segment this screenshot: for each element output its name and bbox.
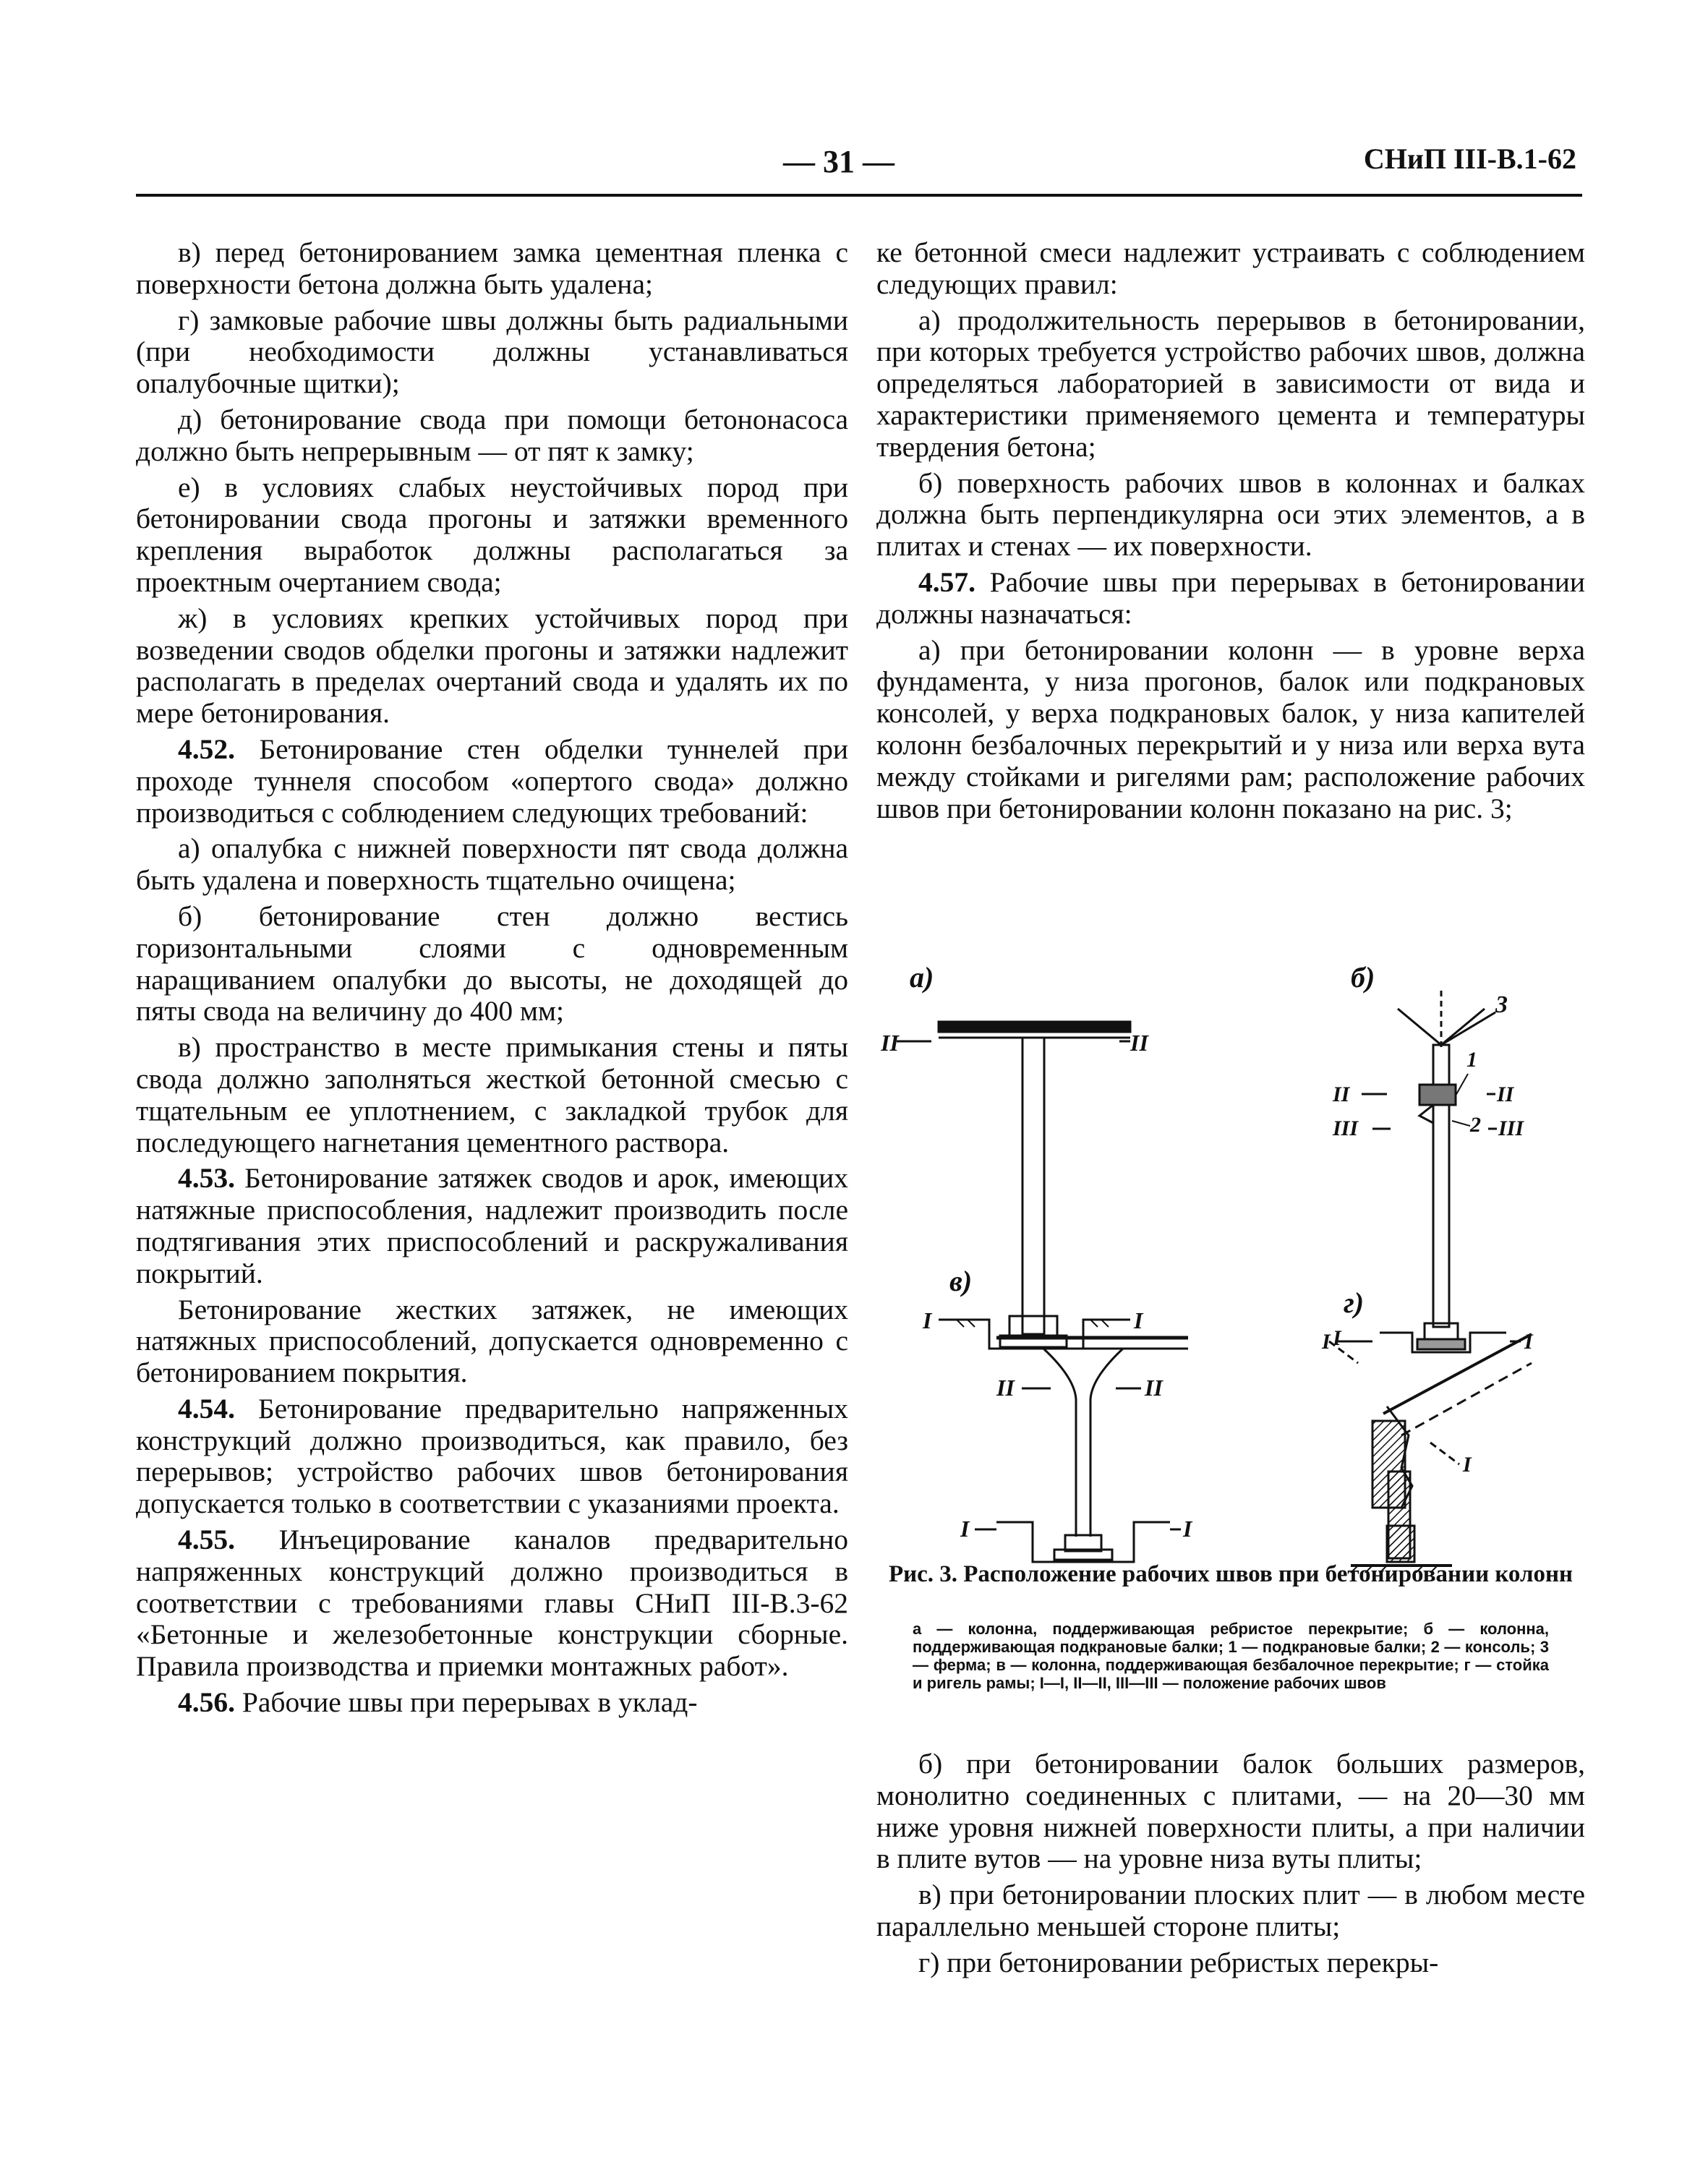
- section-label: II: [1130, 1030, 1148, 1056]
- clause-4-54: [136, 1393, 848, 1520]
- section-label: III: [1333, 1116, 1359, 1140]
- clause-text: Бетонирование предварительно напряженных конструкций должно производиться, как правило, без перерывов; устройство рабочих швов бетонирования допускается только в соответствии с указаниями проекта.: [136, 1392, 848, 1520]
- label-v: в): [949, 1265, 973, 1297]
- clause-text: Рабочие швы при перерывах в уклад-: [235, 1686, 698, 1719]
- paragraph: в) перед бетонированием замка цементная пленка с поверхности бетона должна быть удалена;: [136, 236, 848, 300]
- left-column: [136, 237, 848, 1723]
- slab-a: [939, 1022, 1130, 1032]
- label-a: а): [910, 961, 934, 994]
- paragraph: г) замковые рабочие швы должны быть радиальными (при необходимости должны устанавливаться опалубочные щитки);: [136, 304, 848, 400]
- paragraph: Бетонирование жестких затяжек, не имеющих натяжных приспособлений, допускается одновременно с бетонированием покрытия.: [136, 1293, 848, 1389]
- callout-3: 3: [1495, 991, 1508, 1018]
- clause-number: 4.52.: [178, 733, 235, 765]
- section-label: I: [1524, 1330, 1533, 1354]
- clause-text: Рабочие швы при перерывах в бетонировании должны назначаться:: [876, 565, 1585, 630]
- clause-4-56: [136, 1687, 848, 1719]
- clause-number: 4.54.: [178, 1392, 235, 1425]
- clause-4-52: [136, 734, 848, 829]
- section-label: I: [1134, 1307, 1143, 1333]
- figure-3: [881, 958, 1579, 1573]
- section-label: III: [1498, 1116, 1524, 1140]
- clause-number: 4.56.: [178, 1686, 235, 1719]
- paragraph: г) при бетонировании ребристых перекры-: [918, 1946, 1439, 1978]
- label-g: г): [1344, 1286, 1365, 1319]
- clause-number: 4.53.: [178, 1162, 235, 1195]
- paragraph: в) пространство в месте примыкания стены и пяты свода должно заполняться жесткой бетонной смесью с тщательным ее уплотнением, с закладкой трубок для последующего нагнетания цементного раствора.: [136, 1031, 848, 1158]
- panel-a: [881, 961, 1149, 1349]
- section-label: II: [1145, 1375, 1163, 1401]
- paragraph: б) при бетонировании балок больших размеров, монолитно соединенных с плитами, — на 20—30 мм ниже уровня нижней поверхности плиты, а при наличии в плите вутов — на уровне низа вуты плиты;: [876, 1748, 1585, 1875]
- paragraph: ж) в условиях крепких устойчивых пород при возведении сводов обделки прогоны и затяжки надлежит располагать в пределах очертаний свода и удалять их по мере бетонирования.: [136, 602, 848, 730]
- column-v: [1043, 1349, 1123, 1537]
- paragraph: б) поверхность рабочих швов в колоннах и балках должна быть перпендикулярна оси этих элементов, а в плитах и стенах — их поверхности.: [876, 466, 1585, 563]
- paragraph: б) бетонирование стен должно вестись горизонтальными слоями с одновременным наращиванием опалубки до высоты, не доходящей до пяты свода на величину до 400 мм;: [136, 900, 848, 1028]
- document-code: СНиП III-В.1-62: [1363, 142, 1576, 175]
- section-label: I: [960, 1516, 970, 1542]
- paragraph: а) опалубка с нижней поверхности пят свода должна быть удалена и поверхность тщательно очищена;: [136, 832, 848, 897]
- crane-beam: [1419, 1085, 1456, 1105]
- section-label: II: [996, 1375, 1015, 1401]
- figure-caption-legend: а — колонна, поддерживающая ребристое перекрытие; б — колонна, поддерживающая подкрановые балки; 1 — подкрановые балки; 2 — консоль; 3 — ферма; в — колонна, поддерживающая безбалочное перекрытие; г — стойка и ригель рамы; I—I, II—II, III—III — положение рабочих швов: [913, 1620, 1549, 1692]
- figure-drawing: [881, 958, 1579, 1573]
- clause-number: 4.55.: [178, 1524, 235, 1556]
- paragraph: ке бетонной смеси надлежит устраивать с соблюдением следующих правил:: [876, 236, 1585, 300]
- clause-text: Бетонирование стен обделки туннелей при проходе туннеля способом «опертого свода» должно производиться с соблюдением следующих требований:: [136, 733, 848, 829]
- right-column-top: [876, 237, 1585, 829]
- clause-4-55: [136, 1524, 848, 1683]
- clause-text: Бетонирование затяжек сводов и арок, имеющих натяжные приспособления, надлежит производить после подтягивания этих приспособлений и раскружаливания покрытий.: [136, 1162, 848, 1289]
- section-label: I: [1333, 1326, 1341, 1350]
- figure-caption-title: Рис. 3. Расположение рабочих швов при бетонировании колонн: [888, 1561, 1574, 1587]
- section-label: I: [1183, 1516, 1192, 1542]
- section-label: I: [923, 1307, 932, 1333]
- paragraph: а) продолжительность перерывов в бетонировании, при которых требуется устройство рабочих швов, должна определяться лабораторией в зависимости от вида и характеристики применяемого цемента и температуры твердения бетона;: [876, 304, 1585, 463]
- panel-v: [949, 1265, 1193, 1562]
- right-column-bottom: [876, 1748, 1585, 1983]
- section-label: II: [881, 1030, 899, 1056]
- section-label: I: [1322, 1330, 1331, 1354]
- callout-2: 2: [1470, 1113, 1481, 1137]
- clause-text: Инъецирование каналов предварительно напряженных конструкций должно производиться в соответствии с требованиями главы СНиП III-В.3-62 «Бетонные и железобетонные конструкции сборные. Правила производства и приемки монтажных работ».: [136, 1524, 848, 1683]
- section-label: I: [1463, 1453, 1472, 1477]
- paragraph: д) бетонирование свода при помощи бетононасоса должно быть непрерывным — от пят к замку;: [136, 403, 848, 467]
- header-rule: [136, 194, 1582, 197]
- clause-number: 4.57.: [918, 565, 975, 598]
- paragraph: а) при бетонировании колонн — в уровне верха фундамента, у низа прогонов, балок или подкрановых консолей, у верха подкрановых балок, у низа капителей колонн безбалочных перекрытий и у низа или верха вута между стойками и ригелями рам; расположение рабочих швов при бетонировании колонн показано на рис. 3;: [876, 633, 1585, 824]
- section-label: II: [1497, 1082, 1514, 1106]
- label-b: б): [1351, 961, 1375, 994]
- clause-4-53: [136, 1163, 848, 1289]
- clause-4-57: [876, 567, 1585, 631]
- paragraph: в) при бетонировании плоских плит — в любом месте параллельно меньшей стороне плиты;: [876, 1879, 1585, 1942]
- page-number: — 31 —: [783, 144, 894, 179]
- column-a: [1022, 1038, 1044, 1334]
- section-label: II: [1333, 1082, 1350, 1106]
- panel-g: [1329, 1286, 1532, 1573]
- callout-1: 1: [1466, 1048, 1477, 1072]
- paragraph: е) в условиях слабых неустойчивых пород при бетонировании свода прогоны и затяжки временного крепления выработок должны располагаться за проектным очертанием свода;: [136, 471, 848, 598]
